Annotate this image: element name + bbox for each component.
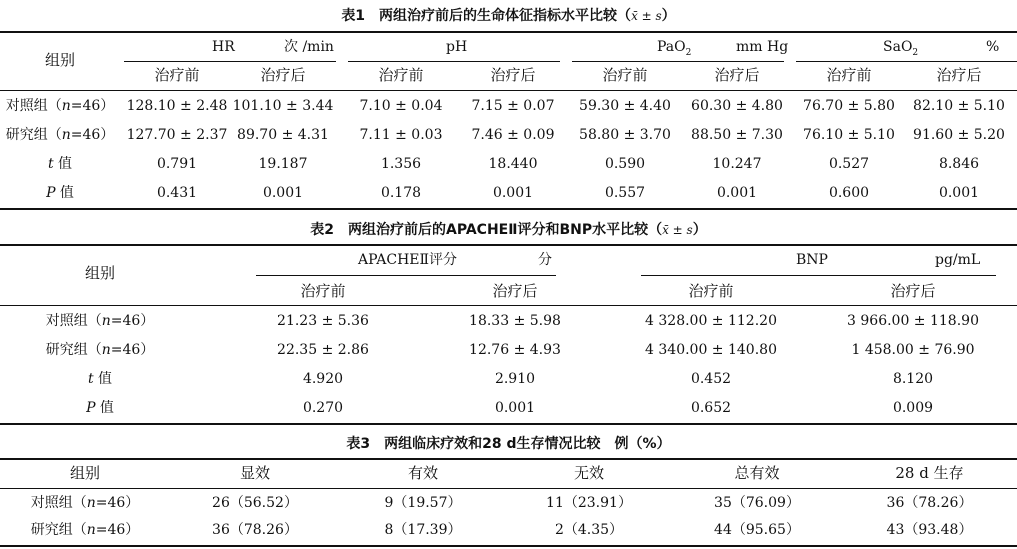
table3-row-control-eq: =46）	[95, 495, 140, 511]
table2-cell: 21.23 ± 5.36	[277, 313, 369, 329]
table1-cell: 0.557	[604, 185, 646, 201]
table1-cell: 0.431	[156, 185, 198, 201]
table1-sao2-after: 治疗后	[936, 66, 982, 84]
table2-cell: 3 966.00 ± 118.90	[847, 313, 979, 329]
table3-cell: 8（17.39）	[384, 522, 462, 538]
table1-row-control-n: n	[61, 98, 71, 114]
table1-row-control-label	[0, 97, 120, 115]
table1-cell: 0.001	[262, 185, 304, 201]
table2-apache-after: 治疗后	[492, 282, 538, 300]
table1-sao2-unit: %	[986, 39, 1000, 55]
table1-hr-after: 治疗后	[260, 66, 306, 84]
table1-group-rule-pao2	[572, 61, 784, 62]
table1-row-study-n: n	[61, 127, 71, 143]
table1-cell: 76.10 ± 5.10	[803, 127, 895, 143]
table2-row-p-sym: P	[86, 400, 96, 416]
table2-cell: 8.120	[892, 371, 934, 387]
table2-apache-name: APACHEⅡ评分	[358, 252, 458, 268]
table1-row-control-label-text: 对照组（	[5, 98, 62, 114]
table2-cell: 2.910	[494, 371, 536, 387]
table2-cell: 4.920	[302, 371, 344, 387]
table3-cell: 43（93.48）	[886, 522, 973, 538]
table1-cell: 0.527	[828, 156, 870, 172]
table2-row-study-eq: =46）	[110, 342, 155, 358]
table1-row-study-label	[0, 126, 120, 144]
table1-cell: 1.356	[380, 156, 422, 172]
table2-title-text: 表2 两组治疗前后的APACHEⅡ评分和BNP水平比较（	[310, 222, 663, 238]
table1-cell: 7.11 ± 0.03	[359, 127, 443, 143]
table1-cell: 10.247	[712, 156, 762, 172]
table2-bnp-unit: pg/mL	[935, 252, 981, 268]
table1-row-p-sym: P	[46, 185, 56, 201]
table1-sao2-before: 治疗前	[826, 66, 872, 84]
table1-ph-before: 治疗前	[378, 66, 424, 84]
table3-cell: 36（78.26）	[886, 495, 973, 511]
table1-row-p-rest: 值	[55, 185, 74, 201]
table3-cell: 9（19.57）	[384, 495, 462, 511]
table1-title	[0, 5, 1017, 25]
table1-pao2-after: 治疗后	[714, 66, 760, 84]
table1-cell: 7.46 ± 0.09	[471, 127, 555, 143]
table1-top-rule	[0, 31, 1017, 33]
table2-row-study-n: n	[101, 342, 111, 358]
table2-header-rule	[0, 305, 1017, 306]
table2-cell: 18.33 ± 5.98	[469, 313, 561, 329]
table1-group-rule-sao2	[796, 61, 1017, 62]
table3-header-survival: 28 d 生存	[895, 464, 964, 482]
table3-cell: 44（95.65）	[714, 522, 800, 538]
table1-cell: 7.10 ± 0.04	[359, 98, 443, 114]
table1-group-rule-ph	[348, 61, 560, 62]
table3-header-marked: 显效	[239, 464, 270, 482]
table1-cell: 0.001	[716, 185, 758, 201]
table1-sao2-sub: 2	[912, 47, 919, 58]
table1-cell: 58.80 ± 3.70	[579, 127, 671, 143]
table3-row-study-label-text: 研究组（	[30, 522, 87, 538]
table3-cell: 11（23.91）	[546, 495, 632, 511]
table1-cell: 0.001	[938, 185, 980, 201]
table1-row-t-rest: 值	[53, 156, 73, 172]
table2-bottom-rule	[0, 423, 1017, 425]
table3-header-effective: 有效	[407, 464, 438, 482]
table1-cell: 91.60 ± 5.20	[913, 127, 1005, 143]
table3-row-study-label	[0, 521, 170, 539]
table1-cell: 18.440	[488, 156, 538, 172]
table3-cell: 26（56.52）	[212, 495, 298, 511]
table2-cell: 0.270	[302, 400, 344, 416]
table1-row-p-label	[0, 184, 120, 202]
table1-hr-unit: 次 /min	[284, 39, 334, 55]
table3-top-rule	[0, 458, 1017, 460]
table1-bottom-rule	[0, 208, 1017, 210]
table1-hr-before: 治疗前	[154, 66, 200, 84]
table1-sao2-text: SaO	[883, 39, 913, 55]
table2-row-control-label	[0, 312, 200, 330]
table3-cell: 36（78.26）	[212, 522, 298, 538]
table2-cell: 4 340.00 ± 140.80	[645, 342, 777, 358]
table2-row-study-label	[0, 341, 200, 359]
table3-row-study-n: n	[86, 522, 96, 538]
table2-bnp-name: BNP	[796, 252, 828, 268]
table1-cell: 76.70 ± 5.80	[803, 98, 895, 114]
table2-row-p-rest: 值	[95, 400, 114, 416]
table1-row-t-sym: t	[47, 156, 54, 172]
table1-cell: 19.187	[258, 156, 308, 172]
table3-bottom-rule	[0, 545, 1017, 547]
table3-header-ineffective: 无效	[573, 464, 604, 482]
table3-cell: 35（76.09）	[714, 495, 800, 511]
table2-title-formula: x̄ ± s	[662, 223, 693, 237]
table2-cell: 12.76 ± 4.93	[469, 342, 561, 358]
table1-cell: 60.30 ± 4.80	[691, 98, 783, 114]
table3-row-control-n: n	[86, 495, 96, 511]
table2-bnp-after: 治疗后	[890, 282, 936, 300]
table1-pao2-unit: mm Hg	[736, 39, 789, 55]
table1-cell: 127.70 ± 2.37	[126, 127, 228, 143]
table3-row-control-label-text: 对照组（	[30, 495, 87, 511]
table1-cell: 59.30 ± 4.40	[579, 98, 671, 114]
table2-row-p-label	[0, 399, 200, 417]
table2-cell: 4 328.00 ± 112.20	[645, 313, 777, 329]
table1-title-close: ）	[661, 8, 676, 24]
table2-row-t-label	[0, 370, 200, 388]
table1-cell: 0.001	[492, 185, 534, 201]
table1-row-control-eq: =46）	[70, 98, 115, 114]
table1-cell: 0.590	[604, 156, 646, 172]
table2-group-rule-apache	[256, 275, 556, 276]
table1-ph-after: 治疗后	[490, 66, 536, 84]
table2-cell: 22.35 ± 2.86	[277, 342, 369, 358]
table2-row-study-label-text: 研究组（	[45, 342, 102, 358]
table2-row-t-sym: t	[87, 371, 94, 387]
table1-hr-name: HR	[212, 39, 235, 55]
table2-cell: 0.009	[892, 400, 934, 416]
table1-sao2-name	[883, 38, 918, 62]
table2-row-control-label-text: 对照组（	[45, 313, 102, 329]
table1-group-rule-hr	[124, 61, 336, 62]
table1-pao2-before: 治疗前	[602, 66, 648, 84]
table1-pao2-name	[657, 38, 691, 62]
table1-row-study-label-text: 研究组（	[5, 127, 62, 143]
table1-cell: 82.10 ± 5.10	[913, 98, 1005, 114]
table1-cell: 88.50 ± 7.30	[691, 127, 783, 143]
table1-cell: 128.10 ± 2.48	[126, 98, 228, 114]
table3-row-control-label	[0, 494, 170, 512]
table1-pao2-sub: 2	[685, 47, 692, 58]
table3-title: 表3 两组临床疗效和28 d生存情况比较 例（%）	[346, 436, 671, 452]
table2-title-close: ）	[692, 222, 707, 238]
table1-row-t-label	[0, 155, 120, 173]
table1-cell: 7.15 ± 0.07	[471, 98, 555, 114]
table1-cell: 0.600	[828, 185, 870, 201]
table2-row-control-eq: =46）	[110, 313, 155, 329]
table2-row-t-rest: 值	[93, 371, 113, 387]
table1-title-text: 表1 两组治疗前后的生命体征指标水平比较（	[341, 8, 632, 24]
table1-pao2-text: PaO	[657, 39, 686, 55]
table2-cell: 0.452	[690, 371, 732, 387]
table1-header-rule	[0, 90, 1017, 91]
table3-cell: 2（4.35）	[554, 522, 624, 538]
table3-header-group: 组别	[69, 464, 100, 482]
table2-apache-unit: 分	[538, 252, 552, 268]
table3-header-rule	[0, 488, 1017, 489]
table2-top-rule	[0, 244, 1017, 246]
table2-apache-before: 治疗前	[300, 282, 346, 300]
table2-group-header: 组别	[84, 264, 115, 282]
table3-header-total: 总有效	[734, 464, 780, 482]
table1-ph-name: pH	[446, 39, 468, 55]
table2-bnp-before: 治疗前	[688, 282, 734, 300]
table1-group-header: 组别	[44, 51, 75, 69]
table1-cell: 8.846	[938, 156, 980, 172]
table3-row-study-eq: =46）	[95, 522, 140, 538]
table1-cell: 101.10 ± 3.44	[232, 98, 334, 114]
table1-cell: 0.791	[156, 156, 198, 172]
table1-row-study-eq: =46）	[70, 127, 115, 143]
table1-cell: 89.70 ± 4.31	[237, 127, 329, 143]
table2-cell: 0.001	[494, 400, 536, 416]
table1-cell: 0.178	[380, 185, 422, 201]
table2-cell: 1 458.00 ± 76.90	[851, 342, 975, 358]
table1-title-formula: x̄ ± s	[631, 9, 662, 23]
table2-group-rule-bnp	[641, 275, 996, 276]
table2-cell: 0.652	[690, 400, 732, 416]
table2-row-control-n: n	[101, 313, 111, 329]
table2-title	[0, 219, 1017, 239]
